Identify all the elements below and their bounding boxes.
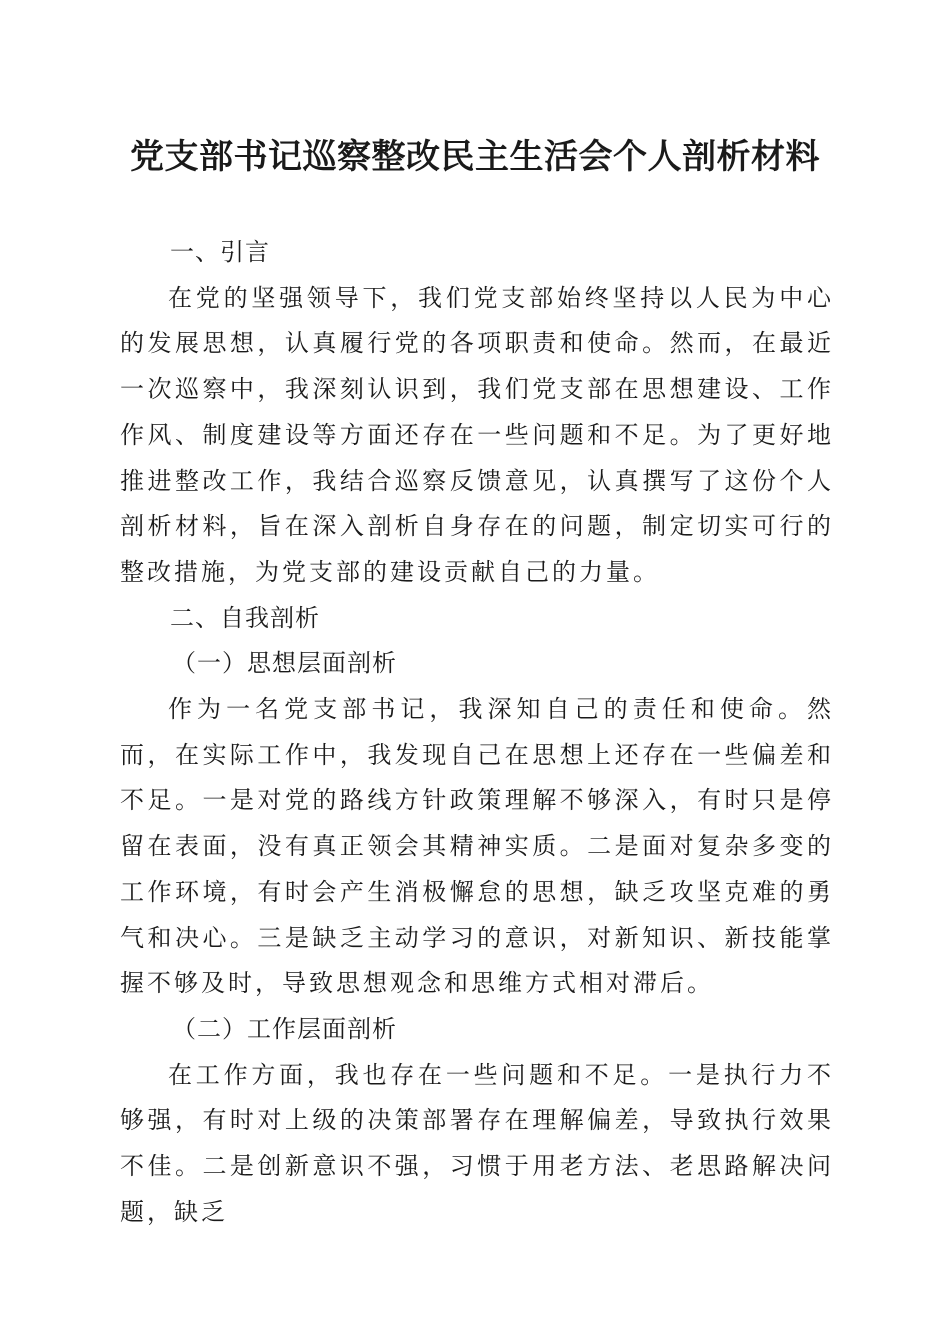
section-heading-intro: 一、引言 <box>170 238 270 266</box>
intro-paragraph: 在党的坚强领导下，我们党支部始终坚持以人民为中心的发展思想，认真履行党的各项职责和使命。然而，在最近一次巡察中，我深刻认识到，我们党支部在思想建设、工作作风、制度建设等方面还存在一些问题和不足。为了更好地推进整改工作，我结合巡察反馈意见，认真撰写了这份个人剖析材料，旨在深入剖析自身存在的问题，制定切实可行的整改措施，为党支部的建设贡献自己的力量。 <box>120 283 834 586</box>
ideology-paragraph: 作为一名党支部书记，我深知自己的责任和使命。然而，在实际工作中，我发现自己在思想上还存在一些偏差和不足。一是对党的路线方针政策理解不够深入，有时只是停留在表面，没有真正领会其精神实质。二是面对复杂多变的工作环境，有时会产生消极懈怠的思想，缺乏攻坚克难的勇气和决心。三是缺乏主动学习的意识，对新知识、新技能掌握不够及时，导致思想观念和思维方式相对滞后。 <box>120 695 834 998</box>
subsection-heading-work: （二）工作层面剖析 <box>172 1014 397 1043</box>
document-body <box>120 230 834 1235</box>
document-title: 党支部书记巡察整改民主生活会个人剖析材料 <box>130 137 820 177</box>
subsection-heading-ideology: （一）思想层面剖析 <box>172 649 397 678</box>
section-heading-self-analysis: 二、自我剖析 <box>170 603 320 632</box>
work-paragraph: 在工作方面，我也存在一些问题和不足。一是执行力不够强，有时对上级的决策部署存在理解偏差，导致执行效果不佳。二是创新意识不强，习惯于用老方法、老思路解决问题，缺乏 <box>120 1060 834 1226</box>
